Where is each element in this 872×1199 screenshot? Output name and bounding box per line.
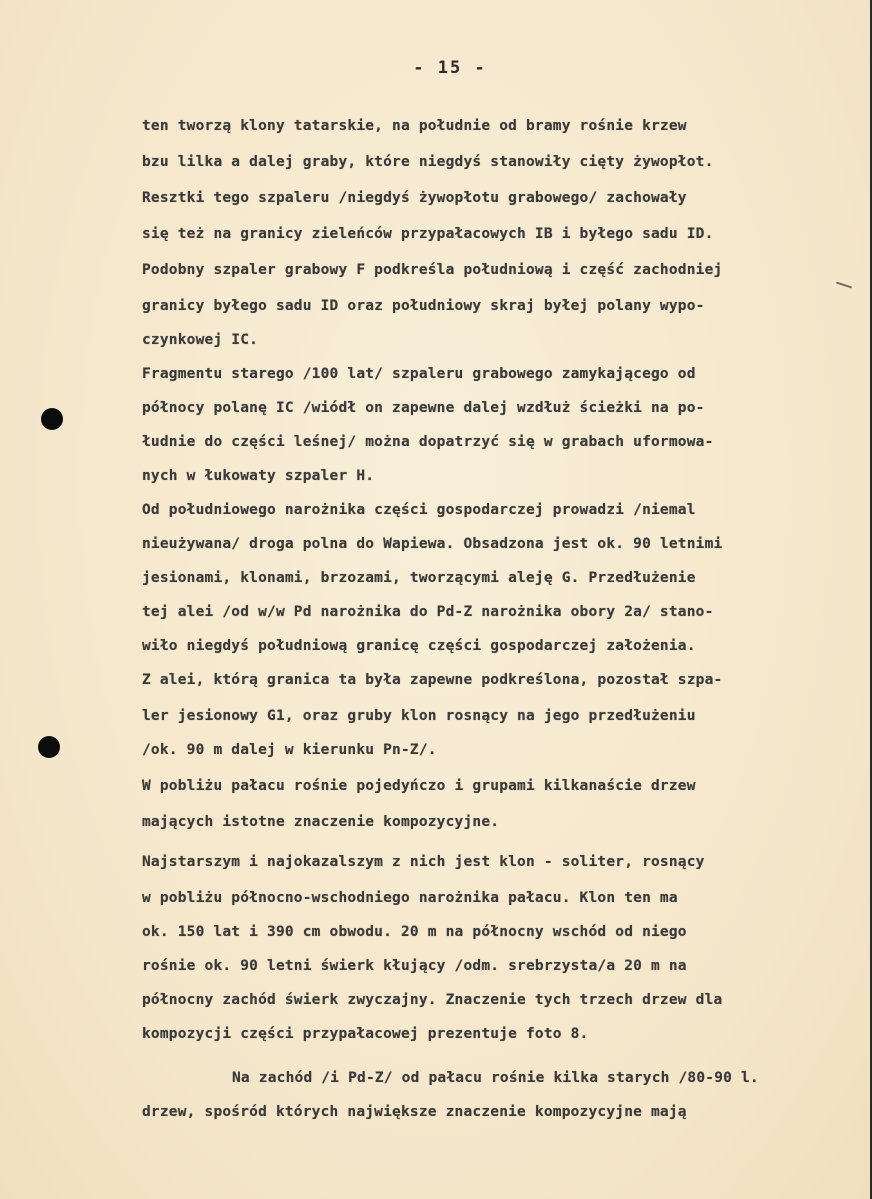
text-line: północy polanę IC /wiódł on zapewne dalej wzdłuż ścieżki na po- [142, 400, 705, 416]
text-line: się też na granicy zieleńców przypałacowych IB i byłego sadu ID. [142, 226, 714, 242]
text-line: granicy byłego sadu ID oraz południowy skraj byłej polany wypo- [142, 298, 705, 314]
text-line: Od południowego narożnika części gospodarczej prowadzi /niemal [142, 502, 696, 518]
text-line: bzu lilka a dalej graby, które niegdyś stanowiły cięty żywopłot. [142, 154, 714, 170]
text-line: Fragmentu starego /100 lat/ szpaleru grabowego zamykającego od [142, 366, 696, 382]
text-line: tej alei /od w/w Pd narożnika do Pd-Z narożnika obory 2a/ stano- [142, 604, 714, 620]
text-line: nych w łukowaty szpaler H. [142, 468, 375, 484]
text-line: ten tworzą klony tatarskie, na południe od bramy rośnie krzew [142, 118, 687, 134]
text-line: wiło niegdyś południową granicę części gospodarczej założenia. [142, 638, 696, 654]
text-line: jesionami, klonami, brzozami, tworzącymi aleję G. Przedłużenie [142, 570, 696, 586]
text-line: Z alei, którą granica ta była zapewne podkreślona, pozostał szpa- [142, 672, 723, 688]
text-line: mających istotne znaczenie kompozycyjne. [142, 814, 500, 830]
punch-hole-bottom [38, 736, 60, 758]
text-line: /ok. 90 m dalej w kierunku Pn-Z/. [142, 742, 437, 758]
pencil-mark [836, 282, 852, 289]
text-line: drzew, spośród których największe znaczenie kompozycyjne mają [142, 1104, 687, 1120]
text-line: Najstarszym i najokazalszym z nich jest klon - soliter, rosnący [142, 854, 705, 870]
punch-hole-top [41, 408, 63, 430]
text-line: ok. 150 lat i 390 cm obwodu. 20 m na północny wschód od niego [142, 924, 687, 940]
text-line: Resztki tego szpaleru /niegdyś żywopłotu grabowego/ zachowały [142, 190, 687, 206]
text-line: rośnie ok. 90 letni świerk kłujący /odm. srebrzysta/a 20 m na [142, 958, 687, 974]
text-line: ler jesionowy G1, oraz gruby klon rosnący na jego przedłużeniu [142, 708, 696, 724]
text-line: łudnie do części leśnej/ można dopatrzyć się w grabach uformowa- [142, 434, 714, 450]
text-line: czynkowej IC. [142, 332, 259, 348]
page-number: - 15 - [413, 58, 487, 78]
text-line: północny zachód świerk zwyczajny. Znaczenie tych trzech drzew dla [142, 992, 723, 1008]
text-line: Na zachód /i Pd-Z/ od pałacu rośnie kilka starych /80-90 l. [232, 1070, 759, 1086]
text-line: W pobliżu pałacu rośnie pojedyńczo i grupami kilkanaście drzew [142, 778, 696, 794]
text-line: Podobny szpaler grabowy F podkreśla południową i część zachodniej [142, 262, 723, 278]
text-line: nieużywana/ droga polna do Wapiewa. Obsadzona jest ok. 90 letnimi [142, 536, 723, 552]
text-line: w pobliżu północno-wschodniego narożnika pałacu. Klon ten ma [142, 890, 678, 906]
text-line: kompozycji części przypałacowej prezentuje foto 8. [142, 1026, 589, 1042]
